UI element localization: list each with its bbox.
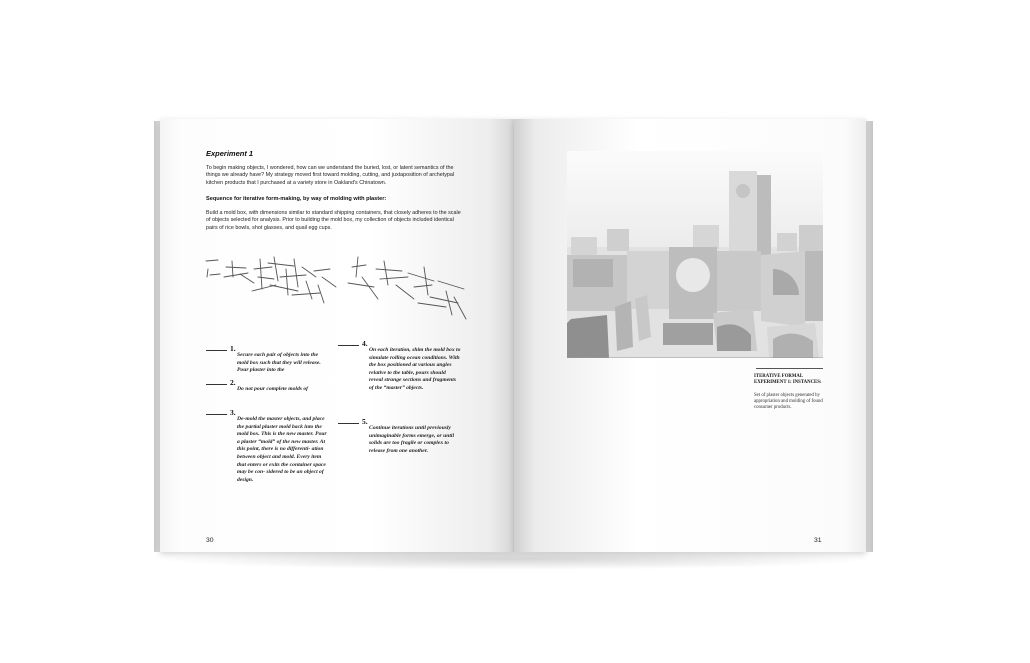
step-4-rule	[338, 345, 359, 346]
fragmented-text-drawing	[202, 247, 472, 337]
experiment-heading: Experiment 1	[206, 149, 254, 158]
caption-body: Set of plaster objects generated by appropriation and molding of found consumer products.	[754, 393, 823, 410]
caption-title: ITERATIVE FORMAL EXPERIMENT 1: INSTANCES:	[754, 374, 822, 385]
step-3-rule	[206, 414, 227, 415]
step-2-text: Do not pour complete molds of	[237, 386, 309, 392]
left-page-number: 30	[206, 537, 214, 544]
right-page-number: 31	[814, 537, 822, 544]
step-4-number: 4.	[362, 339, 368, 348]
step-5-text: Continue iterations until previously unimaginable forms emerge, or until solids are too fragile or complex to release from one another.	[369, 425, 455, 454]
step-3-number: 3.	[230, 408, 236, 417]
step-2-number: 2.	[230, 378, 236, 387]
plaster-objects-photo	[567, 151, 823, 358]
step-1-rule	[206, 350, 227, 351]
right-page	[514, 119, 866, 552]
step-4-text: On each iteration, shim the mold box to simulate rolling ocean conditions. With the box positioned at various angles relative to the table, pours should reveal strange sections and fragments of the “master” objects.	[369, 347, 461, 391]
step-3-text: De-mold the master objects, and place the partial plaster mold back into the mold box. This is the new master. Pour a plaster “mold” of the new master. At this point, there is no differenti- ation between object and mold. Every item that enters or exits the container space may be con- sidered to be an object of design.	[237, 416, 327, 483]
intro-paragraph: To begin making objects, I wondered, how can we understand the buried, lost, or latent semantics of the things we already have? My strategy moved first toward molding, cutting, and juxtaposition of archetypal kitchen products that I purchased at a variety store in Oakland's Chinatown.	[206, 165, 455, 186]
left-page	[160, 119, 514, 552]
step-5-rule	[338, 423, 359, 424]
step-5-number: 5.	[362, 417, 368, 426]
step-1-number: 1.	[230, 344, 236, 353]
caption-rule	[756, 368, 823, 369]
sequence-heading: Sequence for iterative form-making, by way of molding with plaster:	[206, 196, 387, 202]
step-2-rule	[206, 384, 227, 385]
step-1-text: Secure each pair of objects into the mold box such that they will release. Pour plaster into the	[237, 352, 321, 374]
sequence-paragraph: Build a mold box, with dimensions similar to standard shipping containers, that closely adheres to the scale of objects selected for analysis. Prior to building the mold box, my collection of objects included identical pairs of rice bowls, shot glasses, and quail egg cups.	[206, 210, 461, 231]
